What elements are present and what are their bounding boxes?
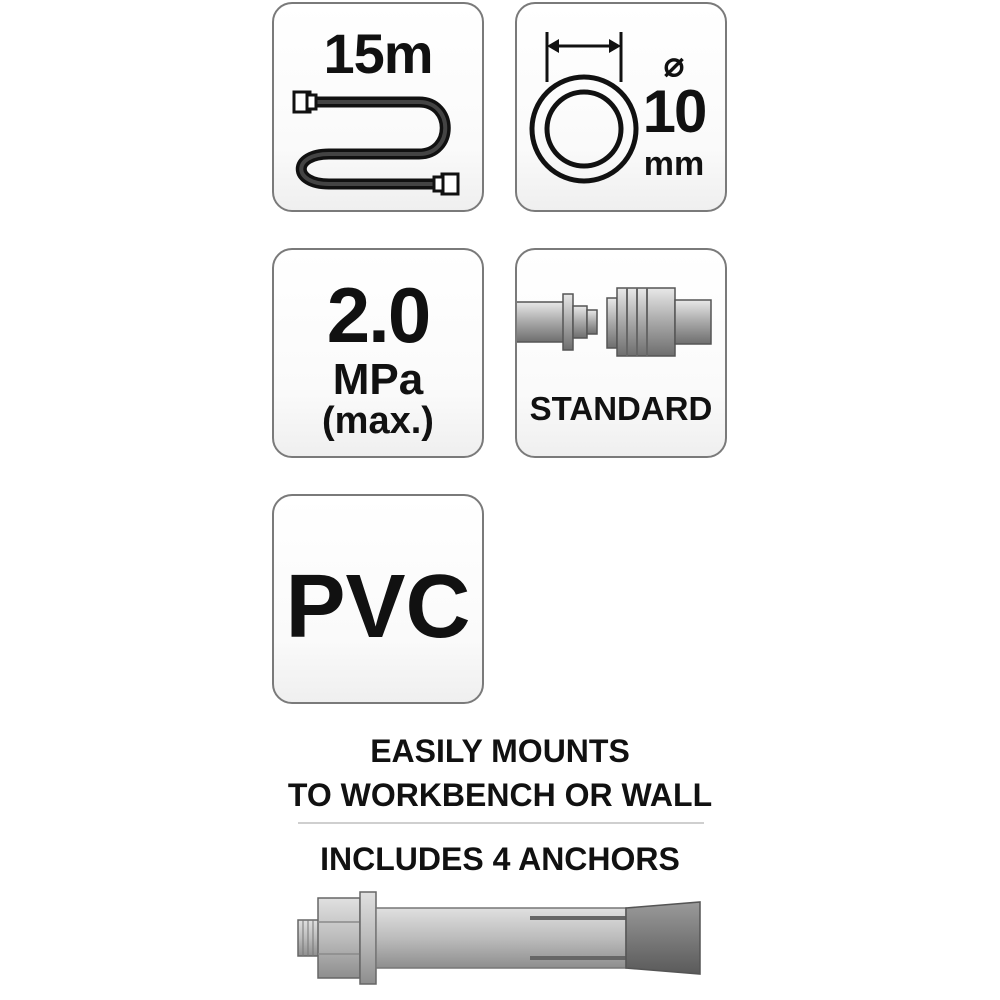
hose-icon [274, 4, 482, 210]
coupler-tile [515, 248, 727, 458]
divider [298, 822, 704, 824]
material-tile [272, 494, 484, 704]
pressure-note: (max.) [322, 400, 434, 442]
pressure-tile [272, 248, 484, 458]
pressure-unit: MPa [332, 355, 424, 404]
hose-length-value: 15m [323, 22, 433, 85]
diameter-unit: mm [643, 145, 705, 183]
hose-length-tile [272, 2, 484, 212]
pressure-value: 2.0 [326, 271, 430, 359]
diameter-value: 10 [642, 78, 706, 145]
diameter-symbol: ⌀ [663, 46, 685, 84]
anchor-bolt-icon [290, 888, 710, 988]
anchors-info: INCLUDES 4 ANCHORS [320, 841, 680, 877]
mounting-info-line-1: EASILY MOUNTS [370, 733, 630, 769]
material-value: PVC [285, 557, 471, 657]
coupler-standard-label: STANDARD [529, 390, 713, 427]
mounting-info-line-2: TO WORKBENCH OR WALL [287, 777, 713, 813]
